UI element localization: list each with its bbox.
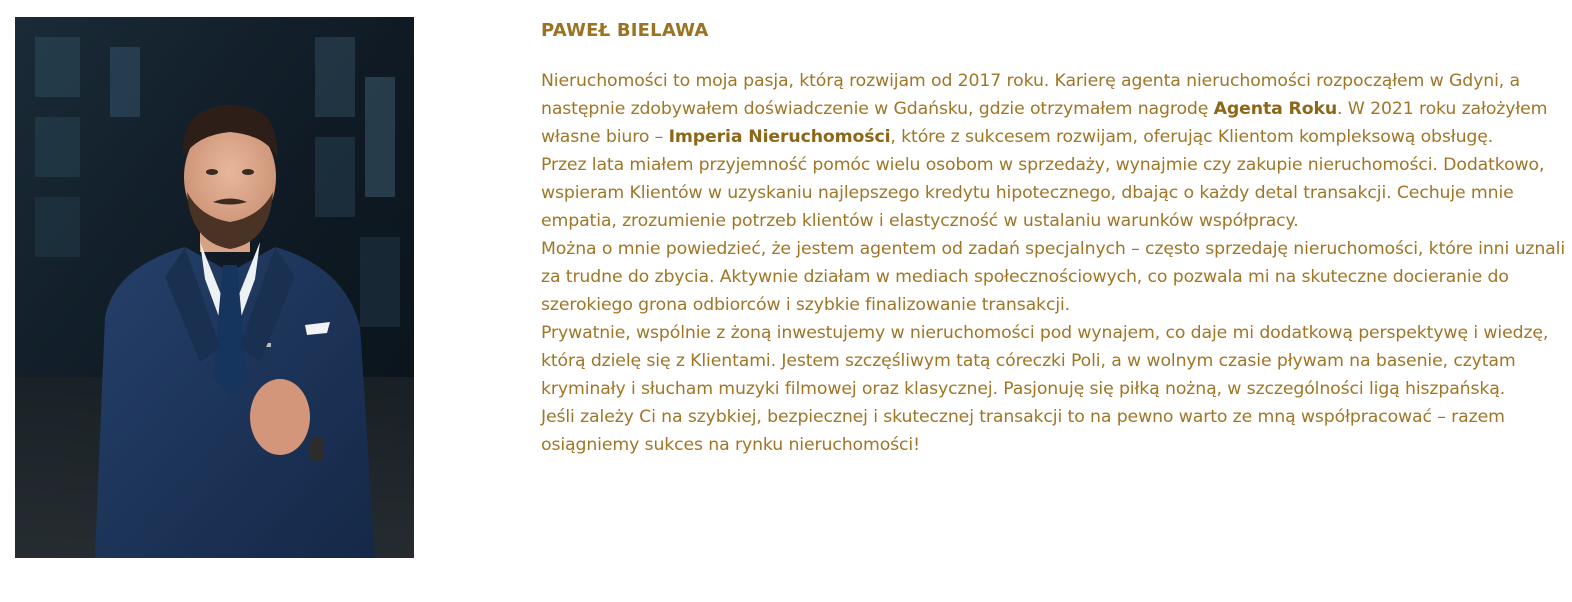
bio-text: . W 2021 roku założyłem własne biuro – bbox=[541, 99, 1548, 147]
profile-name: PAWEŁ BIELAWA bbox=[541, 20, 709, 41]
bio-text: Nieruchomości to moja pasja, którą rozwijam od 2017 roku. Karierę agenta nieruchomości rozpocząłem w Gdyni, a następnie zdobywałem doświadczenie w Gdańsku, gdzie otrzymałem nagrodę bbox=[541, 71, 1520, 119]
bio-paragraph-1 bbox=[541, 67, 1566, 151]
bio-text: , które z sukcesem rozwijam, oferując Klientom kompleksową obsługę. bbox=[890, 127, 1494, 147]
bio-paragraph-3: Można o mnie powiedzieć, że jestem agentem od zadań specjalnych – często sprzedaję nieruchomości, które inni uznali za trudne do zbycia. Aktywnie działam w mediach społecznościowych, co pozwala mi na skuteczne docieranie do szerokiego grona odbiorców i szybkie finalizowanie transakcji. bbox=[541, 239, 1566, 315]
bio-paragraph-5: Jeśli zależy Ci na szybkiej, bezpiecznej i skutecznej transakcji to na pewno warto ze mną współpracować – razem osiągniemy sukces na rynku nieruchomości! bbox=[541, 407, 1505, 455]
company-highlight: Imperia Nieruchomości bbox=[668, 127, 891, 147]
bio-paragraph-4: Prywatnie, wspólnie z żoną inwestujemy w nieruchomości pod wynajem, co daje mi dodatkową perspektywę i wiedzę, którą dzielę się z Klientami. Jestem szczęśliwym tatą córeczki Poli, a w wolnym czasie pływam na basenie, czytam kryminały i słucham muzyki filmowej oraz klasycznej. Pasjonuję się piłką nożną, w szczególności ligą hiszpańską. bbox=[541, 323, 1549, 399]
profile-photo bbox=[15, 17, 414, 558]
bio-section bbox=[541, 18, 1566, 459]
bio-paragraph-2: Przez lata miałem przyjemność pomóc wielu osobom w sprzedaży, wynajmie czy zakupie nieruchomości. Dodatkowo, wspieram Klientów w uzyskaniu najlepszego kredytu hipotecznego, dbając o każdy detal transakcji. Cechuje mnie empatia, zrozumienie potrzeb klientów i elastyczność w ustalaniu warunków współpracy. bbox=[541, 155, 1545, 231]
award-highlight: Agenta Roku bbox=[1213, 99, 1338, 119]
